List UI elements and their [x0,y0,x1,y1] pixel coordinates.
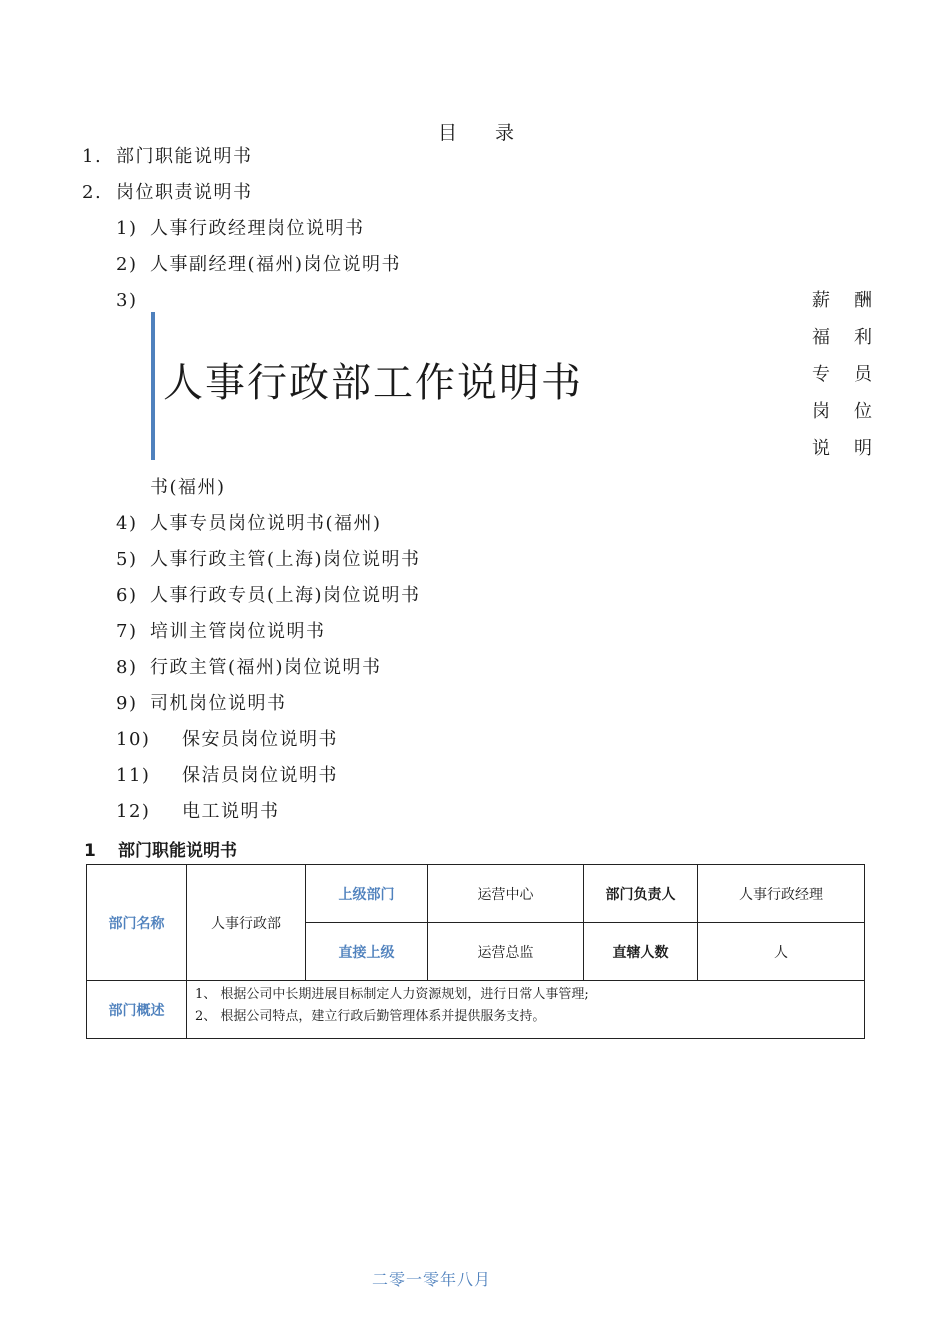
toc-subitem-number: 2) [116,254,138,275]
overview-line: 1、 根据公司中长期进展目标制定人力资源规划，进行日常人事管理; [195,987,589,1002]
toc-subitem[interactable] [116,692,287,716]
section-heading [84,836,237,861]
toc-subitem-label: 人事专员岗位说明书(福州) [150,513,382,534]
dept-head-label: 部门负责人 [584,865,698,923]
toc-subitem-label: 电工说明书 [182,801,280,822]
superior-dept-value: 运营中心 [428,865,584,923]
department-info-table [86,864,865,1039]
toc-subitem-number: 4) [116,513,138,534]
toc-subitem[interactable] [116,656,382,680]
document-title: 人事行政部工作说明书 [163,360,583,406]
toc-subitem[interactable] [116,728,338,752]
toc-subitem-number: 6) [116,585,138,606]
table-row [87,981,865,1039]
dept-name-value: 人事行政部 [187,865,306,981]
footer-date: 二零一零年八月 [372,1270,492,1289]
toc-item3-tail: 书(福州) [150,477,226,498]
section-number: 1 [84,841,96,861]
toc-subitem[interactable] [116,217,365,241]
toc-subitem-number: 5) [116,549,138,570]
toc-subitem-number: 8) [116,657,138,678]
toc-title: 目录 [438,122,553,144]
section-title: 部门职能说明书 [118,841,237,861]
vertical-text-char: 酬 [854,290,872,311]
toc-subitem[interactable] [116,253,401,277]
toc-item-number: 1. [82,146,103,167]
toc-item-label: 岗位职责说明书 [116,182,253,203]
toc-subitem-number: 10) [116,729,151,750]
toc-subitem-label: 保安员岗位说明书 [182,729,338,750]
toc-subitem-label: 人事行政主管(上海)岗位说明书 [150,549,421,570]
vertical-text-char: 员 [854,364,872,385]
overview-text [187,981,865,1039]
vertical-text-char: 福 [812,327,830,348]
vertical-text-char: 专 [812,364,830,385]
title-accent-bar [151,312,155,460]
toc-subitem[interactable] [116,764,338,788]
toc-subitem[interactable] [116,289,150,313]
direct-superior-value: 运营总监 [428,923,584,981]
toc-subitem-label: 培训主管岗位说明书 [150,621,326,642]
toc-subitem-label: 司机岗位说明书 [150,693,287,714]
vertical-text-char: 位 [854,401,872,422]
dept-head-value: 人事行政经理 [698,865,865,923]
toc-item3-vertical-text[interactable] [812,288,872,473]
headcount-label: 直辖人数 [584,923,698,981]
table-row [87,865,865,923]
toc-subitem-label: 人事行政经理岗位说明书 [150,218,365,239]
dept-name-label: 部门名称 [87,865,187,981]
toc-item[interactable] [82,145,253,169]
toc-subitem-label: 保洁员岗位说明书 [182,765,338,786]
toc-item-label: 部门职能说明书 [116,146,253,167]
toc-subitem[interactable] [116,584,421,608]
toc-subitem[interactable] [116,512,382,536]
toc-subitem[interactable] [116,548,421,572]
toc-subitem-label: 行政主管(福州)岗位说明书 [150,657,382,678]
toc-subitem-number: 1) [116,218,138,239]
toc-subitem-number: 12) [116,801,151,822]
vertical-text-char: 说 [812,438,830,459]
vertical-text-char: 岗 [812,401,830,422]
toc-subitem-number: 3) [116,290,138,311]
toc-subitem-number: 7) [116,621,138,642]
overview-line: 2、 根据公司特点，建立行政后勤管理体系并提供服务支持。 [195,1009,546,1024]
overview-label: 部门概述 [87,981,187,1039]
toc-subitem[interactable] [116,800,280,824]
toc-subitem[interactable] [116,620,326,644]
toc-subitem-label: 人事行政专员(上海)岗位说明书 [150,585,421,606]
toc-item-number: 2. [82,182,103,203]
superior-dept-label: 上级部门 [306,865,428,923]
direct-superior-label: 直接上级 [306,923,428,981]
vertical-text-char: 明 [854,438,872,459]
toc-subitem-number: 11) [116,765,151,786]
toc-subitem-label: 人事副经理(福州)岗位说明书 [150,254,402,275]
toc-item[interactable] [82,181,253,205]
toc-subitem-number: 9) [116,693,138,714]
vertical-text-char: 利 [854,327,872,348]
vertical-text-char: 薪 [812,290,830,311]
headcount-value: 人 [698,923,865,981]
